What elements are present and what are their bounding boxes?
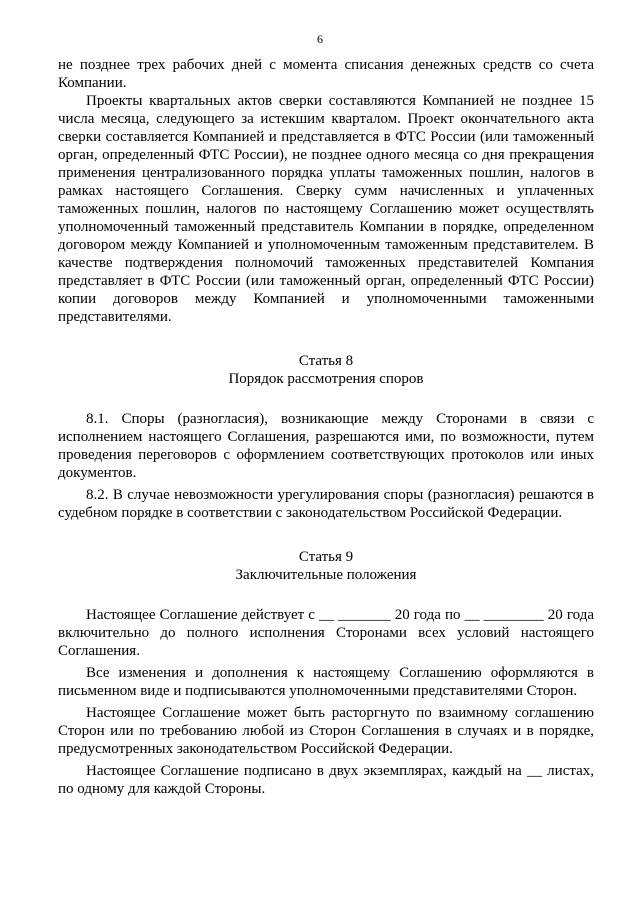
document-body (58, 56, 594, 798)
clause-copies: Настоящее Соглашение подписано в двух экземплярах, каждый на __ листах, по одному для каждой Стороны. (58, 763, 594, 797)
clause-8-1: 8.1. Споры (разногласия), возникающие между Сторонами в связи с исполнением настоящего Соглашения, разрешаются ими, по возможности, путем проведения переговоров с оформлением соответствующих протоколов или иных документов. (58, 411, 594, 481)
paragraph-continuation: не позднее трех рабочих дней с момента списания денежных средств со счета Компании. (58, 57, 594, 91)
article-8-title: Порядок рассмотрения споров (228, 371, 424, 387)
clause-8-2: 8.2. В случае невозможности урегулирования споры (разногласия) решаются в судебном порядке в соответствии с законодательством Российской Федерации. (58, 487, 594, 521)
article-9-number: Статья 9 (298, 549, 354, 565)
clause-termination: Настоящее Соглашение может быть расторгнуто по взаимному соглашению Сторон или по требованию любой из Сторон Соглашения в случаях и в порядке, предусмотренных законодательством Российской Федерации. (58, 705, 594, 757)
page-number: 6 (317, 32, 323, 46)
paragraph-reconciliation: Проекты квартальных актов сверки составляются Компанией не позднее 15 числа месяца, следующего за истекшим кварталом. Проект окончательного акта сверки составляется Компанией и представляется в ФТС России (или таможенный орган, определенный ФТС России), не позднее одного месяца со дня прекращения применения централизованного порядка уплаты таможенных пошлин, налогов в рамках настоящего Соглашения. Сверку сумм начисленных и уплаченных таможенных пошлин, налогов по настоящему Соглашению может осуществлять уполномоченный таможенный представитель Компании в порядке, определенном договором между Компанией и уполномоченным таможенным представителем. В качестве подтверждения полномочий таможенных представителей Компания представляет в ФТС России (или таможенный орган, определенный ФТС России) копии договоров между Компанией и уполномоченными таможенными представителями. (58, 93, 594, 325)
article-9-title: Заключительные положения (235, 567, 417, 583)
clause-term: Настоящее Соглашение действует с __ _______ 20 года по __ ________ 20 года включительно до полного исполнения Сторонами всех условий настоящего Соглашения. (58, 607, 594, 659)
article-8-number: Статья 8 (298, 353, 354, 369)
clause-amendments: Все изменения и дополнения к настоящему Соглашению оформляются в письменном виде и подписываются уполномоченными представителями Сторон. (58, 665, 594, 699)
